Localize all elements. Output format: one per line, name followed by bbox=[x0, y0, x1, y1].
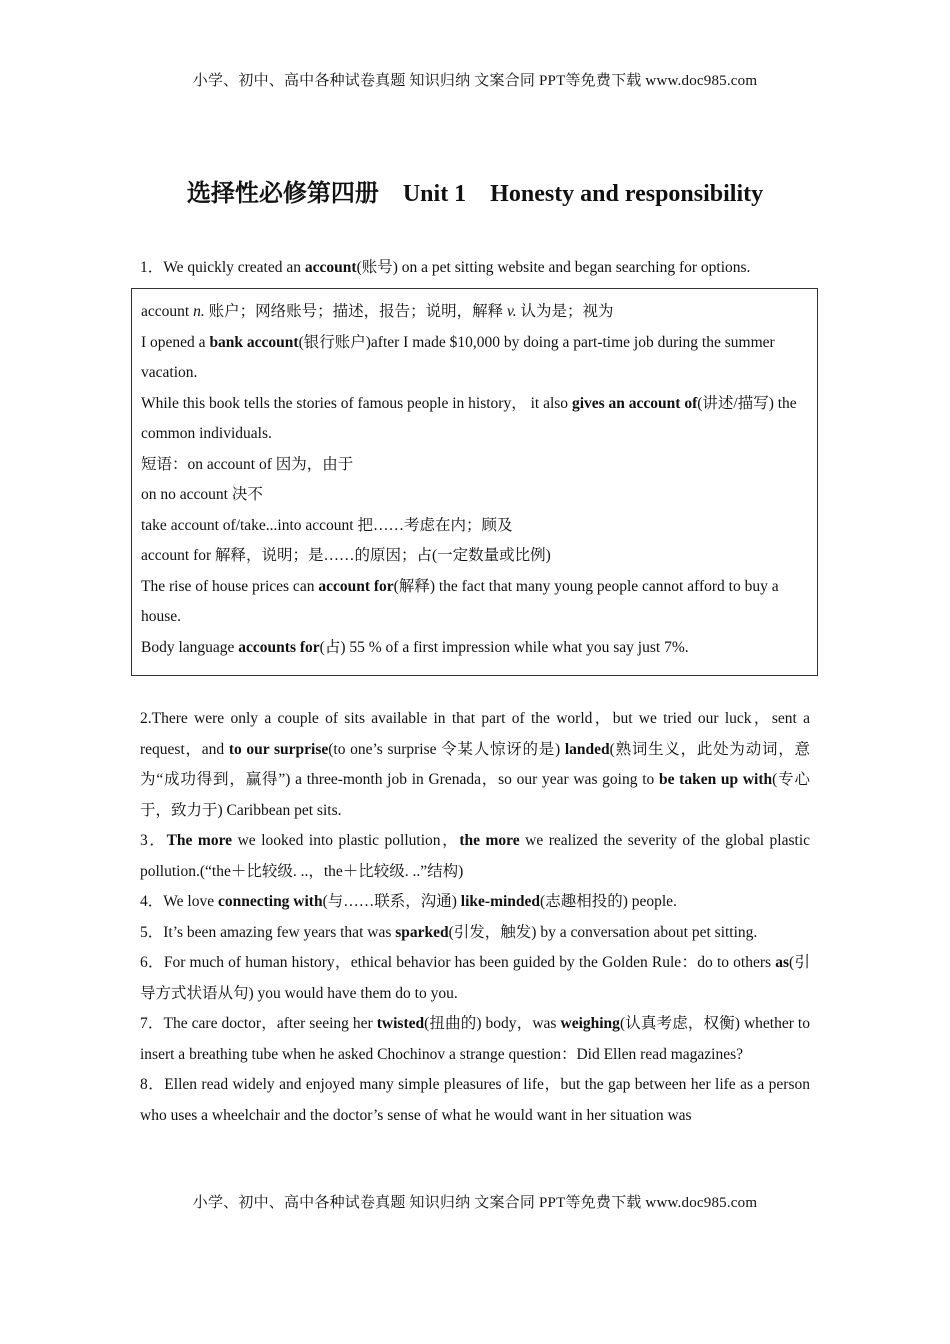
item-4: 4．We love connecting with(与……联系，沟通) like-minded(志趣相投的) people. bbox=[140, 893, 677, 910]
item-2: 2.There were only a couple of sits available in that part of the world，but we tried our luck，sent a request，and to our surprise(to one’s surprise 令某人惊讶的是) landed(熟词生义，此处为动词，意为“成功得到，赢得”) a three-month job in Grenada，so our year was going to be taken up with(专心于，致力于) Caribbean pet sits. bbox=[140, 710, 810, 819]
item-1: 1．We quickly created an account(账号) on a pet sitting website and began searching for options. bbox=[140, 259, 751, 276]
item-3: 3．The more we looked into plastic pollution，the more we realized the severity of the global plastic pollution.(“the＋比较级. ..，the＋比较级. ..”结构) bbox=[140, 832, 811, 880]
example-house-prices: The rise of house prices can account for(解释) the fact that many young people cannot afford to buy a house. bbox=[141, 577, 779, 625]
sentence-list bbox=[140, 704, 810, 1131]
phrase-account-for: account for 解释，说明；是……的原因；占(一定数量或比例) bbox=[141, 547, 551, 564]
item-7: 7．The care doctor，after seeing her twisted(扭曲的) body，was weighing(认真考虑，权衡) whether to insert a breathing tube when he asked Chochinov a strange question：Did Ellen read magazines? bbox=[140, 1015, 810, 1063]
phrase-on-account-of: 短语：on account of 因为，由于 bbox=[141, 455, 354, 473]
definition-line: account n. 账户；网络账号；描述，报告；说明，解释 v. 认为是；视为 bbox=[141, 303, 614, 320]
phrase-on-no-account: on no account 决不 bbox=[141, 486, 263, 503]
page-footer: 小学、初中、高中各种试卷真题 知识归纳 文案合同 PPT等免费下载 www.doc985.com bbox=[192, 1195, 758, 1211]
vocab-box-account bbox=[131, 288, 818, 676]
example-gives-account: While this book tells the stories of famous people in history， it also gives an account of(讲述/描写) the common individuals. bbox=[141, 394, 797, 442]
item-6: 6．For much of human history，ethical behavior has been guided by the Golden Rule：do to others as(引导方式状语从句) you would have them do to you. bbox=[140, 954, 810, 1002]
phrase-take-account-of: take account of/take...into account 把……考虑在内；顾及 bbox=[141, 516, 513, 534]
page-header: 小学、初中、高中各种试卷真题 知识归纳 文案合同 PPT等免费下载 www.doc985.com bbox=[192, 73, 758, 89]
item-5: 5．It’s been amazing few years that was sparked(引发，触发) by a conversation about pet sitting. bbox=[140, 923, 758, 941]
example-body-language: Body language accounts for(占) 55 % of a first impression while what you say just 7%. bbox=[141, 638, 689, 656]
item-8: 8．Ellen read widely and enjoyed many simple pleasures of life，but the gap between her life as a person who uses a wheelchair and the doctor’s sense of what he would want in her situation was bbox=[140, 1076, 810, 1124]
page-title: 选择性必修第四册 Unit 1 Honesty and responsibility bbox=[186, 181, 764, 207]
example-bank-account: I opened a bank account(银行账户)after I made $10,000 by doing a part-time job during the summer vacation. bbox=[141, 333, 775, 381]
